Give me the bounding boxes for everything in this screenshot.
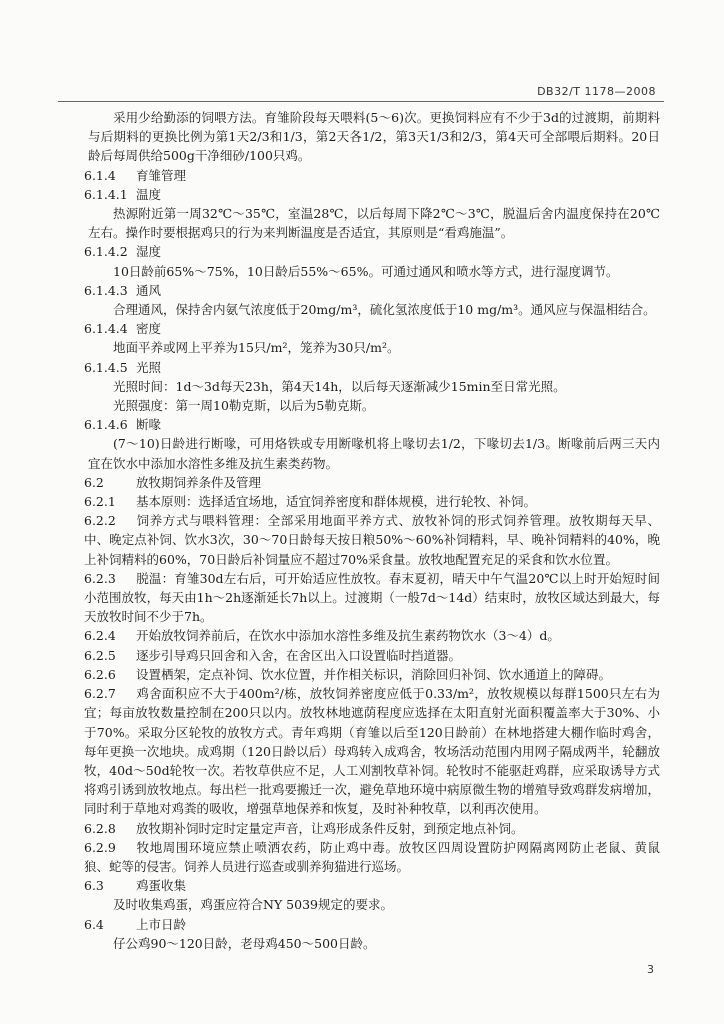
section-number: 6.2.1 [84,494,116,510]
section-title: 脱温：育雏30d左右后，可开始适应性放牧。春末夏初，晴天中午气温20℃以上时开始短时间小范围放牧，每天由1h～2h逐渐延长7h以上。过渡期（一般7d～14d）结束时，放牧区域达到最大，每天放牧时间不少于7h。 [84,570,660,625]
section-heading [84,166,660,185]
section-heading [84,492,660,511]
section-number: 6.2.9 [84,839,116,855]
section-title: 育雏管理 [136,167,187,183]
section-heading [84,281,660,300]
section-number: 6.2 [84,474,104,490]
section-title: 逐步引导鸡只回舍和入舍，在舍区出入口设置临时挡道器。 [136,647,462,663]
section-heading [84,646,660,665]
section-heading [84,838,660,876]
paragraph: 10日龄前65%～75%，10日龄后55%～65%。可通过通风和喷水等方式，进行湿度调节。 [113,263,619,279]
section-heading [84,915,660,934]
paragraph: 热源附近第一周32℃～35℃，室温28℃，以后每周下降2℃～3℃，脱温后舍内温度保持在20℃左右。操作时要根据鸡只的行为来判断温度是否适宜，其原则是“看鸡施温”。 [88,206,660,241]
section-number: 6.1.4.2 [84,244,128,260]
section-title: 断喙 [136,417,162,433]
standard-number: DB32/T 1178—2008 [537,85,656,98]
section-title: 鸡蛋收集 [136,878,187,894]
section-heading [84,242,660,261]
section-heading [84,876,660,895]
section-heading [84,569,660,627]
paragraph: 及时收集鸡蛋，鸡蛋应符合NY 5039规定的要求。 [113,897,393,913]
section-title: 湿度 [136,244,162,260]
paragraph: 合理通风，保持舍内氨气浓度低于20mg/m³，硫化氢浓度低于10 mg/m³。通风应与保温相结合。 [113,302,656,318]
paragraph: 光照时间：1d～3d每天23h，第4天14h，以后每天逐渐减少15min至日常光照。 [113,378,566,394]
section-heading [84,684,660,818]
section-number: 6.2.3 [84,570,116,586]
paragraph: 地面平养或网上平养为15只/m²，笼养为30只/m²。 [113,340,400,356]
section-title: 设置栖架，定点补饲、饮水位置，并作相关标识，消除回归补饲、饮水通道上的障碍。 [136,666,612,682]
section-title: 牧地周围环境应禁止喷洒农药，防止鸡中毒。放牧区四周设置防护网隔离网防止老鼠、黄鼠狼、蛇等的侵害。饲养人员进行巡查或驯养狗猫进行巡场。 [84,839,660,874]
section-heading [84,665,660,684]
section-title: 饲养方式与喂料管理：全部采用地面平养方式、放牧补饲的形式饲养管理。放牧期每天早、中、晚定点补饲、饮水3次，30～70日龄每天按日粮50%～60%补饲精料，早、晚补饲精料的40%，晚上补饲精料的60%，70日龄后补饲量应不超过70%采食量。放牧地配置充足的采食和饮水位置。 [84,513,660,567]
section-title: 放牧期补饲时定时定量定声音，让鸡形成条件反射，到预定地点补饲。 [136,820,524,836]
section-heading [84,511,660,569]
section-title: 温度 [136,186,162,202]
section-title: 开始放牧饲养前后，在饮水中添加水溶性多维及抗生素药物饮水（3～4）d。 [136,628,560,644]
section-title: 通风 [136,282,162,298]
section-heading [84,415,660,434]
paragraph: 采用少给勤添的饲喂方法。育雏阶段每天喂料(5～6)次。更换饲料应有不少于3d的过渡期，前期料与后期料的更换比例为第1天2/3和1/3，第2天各1/2，第3天1/3和2/3，第4天可全部喂后期料。20日龄后每周供给500g干净细砂/100只鸡。 [88,110,660,164]
page-number: 3 [647,963,654,976]
section-number: 6.2.6 [84,666,116,682]
section-title: 放牧期饲养条件及管理 [136,474,262,490]
paragraph: 仔公鸡90～120日龄，老母鸡450～500日龄。 [113,935,376,951]
section-number: 6.2.2 [84,513,116,529]
section-number: 6.2.7 [84,686,116,702]
section-number: 6.3 [84,878,104,894]
section-title: 鸡舍面积应不大于400m²/栋，放牧饲养密度应低于0.33/m²，放牧规模以每群1500只左右为宜；每亩放牧数量控制在200只以内。放牧林地遮荫程度应选择在太阳直射光面积覆盖率大于30%、小于70%。采取分区轮牧的放牧方式。青年鸡期（育雏以后至120日龄前）在林地搭建大棚作临时鸡舍，每年更换一次地块。成鸡期（120日龄以后）母鸡转入成鸡舍，牧场活动范围内用网子隔成两半，轮翻放牧，40d～50d轮牧一次。若牧草供应不足，人工刈割牧草补饲。轮牧时不能驱赶鸡群，应采取诱导方式将鸡引诱到放牧地点。每出栏一批鸡要搬迁一次，避免草地环境中病原微生物的增殖导致鸡群发病增加，同时利于草地对鸡粪的吸收，增强草地保养和恢复，及时补种牧草，以利再次使用。 [84,686,660,817]
section-number: 6.1.4.4 [84,321,128,337]
section-number: 6.1.4 [84,167,116,183]
paragraph: (7～10)日龄进行断喙，可用烙铁或专用断喙机将上喙切去1/2，下喙切去1/3。断喙前后两三天内宜在饮水中添加水溶性多维及抗生素类药物。 [88,436,660,471]
section-heading [84,473,660,492]
section-number: 6.4 [84,916,104,932]
section-number: 6.2.8 [84,820,116,836]
section-title: 密度 [136,321,162,337]
document-body [84,108,660,953]
section-heading [84,319,660,338]
section-number: 6.2.5 [84,647,116,663]
section-title: 基本原则：选择适宜场地，适宜饲养密度和群体规模，进行轮牧、补饲。 [136,494,537,510]
section-heading [84,358,660,377]
section-title: 上市日龄 [136,916,187,932]
section-number: 6.1.4.3 [84,282,128,298]
section-heading [84,626,660,645]
section-number: 6.1.4.1 [84,186,128,202]
section-heading [84,185,660,204]
section-title: 光照 [136,359,162,375]
section-heading [84,819,660,838]
header-rule [58,101,664,102]
paragraph: 光照强度：第一周10勒克斯，以后为5勒克斯。 [113,398,375,414]
section-number: 6.2.4 [84,628,116,644]
section-number: 6.1.4.6 [84,417,128,433]
section-number: 6.1.4.5 [84,359,128,375]
